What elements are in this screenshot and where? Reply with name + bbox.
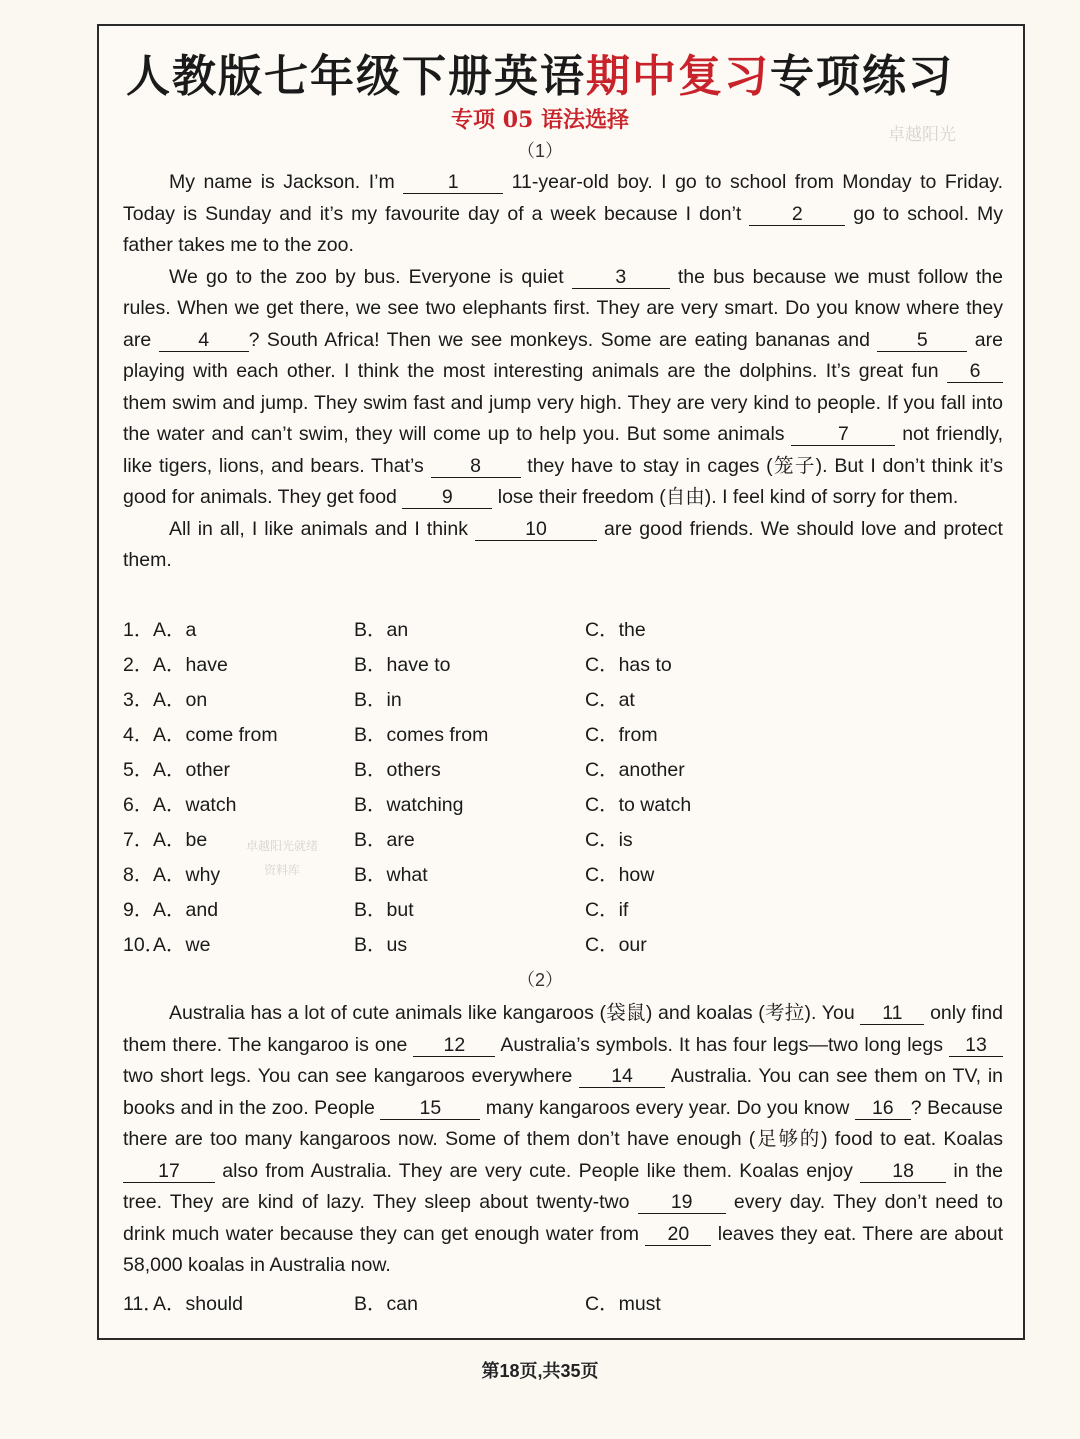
blank-8[interactable]: 8 <box>431 455 521 478</box>
question-row <box>123 894 1003 929</box>
blank-2[interactable]: 2 <box>749 203 845 226</box>
question-number: 3． <box>123 689 154 711</box>
option-b[interactable]: B．have to <box>354 654 451 676</box>
question-row <box>123 614 1003 649</box>
option-a[interactable]: A．on <box>153 689 208 711</box>
blank-14[interactable]: 14 <box>579 1065 665 1088</box>
option-c[interactable]: C．to watch <box>585 794 692 816</box>
question-number: 4． <box>123 724 154 746</box>
question-row <box>123 719 1003 754</box>
blank-17[interactable]: 17 <box>123 1160 215 1183</box>
paragraph: All in all, I like animals and I think 10 are good friends. We should love and protect them. <box>123 517 1003 571</box>
option-a[interactable]: A．should <box>153 1293 243 1315</box>
page-title: 人教版七年级下册英语期中复习专项练习 <box>126 51 954 102</box>
option-a[interactable]: A．come from <box>153 724 278 746</box>
paragraph: We go to the zoo by bus. Everyone is quiet 3 the bus because we must follow the rules. When we get there, we see two elephants first. They are very smart. Do you know where they are 4 ? South Africa! Then we see monkeys. Some are eating bananas and 5 are playing with each other. I think the most interesting animals are the dolphins. It’s great fun 6 them swim and jump. They swim fast and jump very high. They are very kind to people. If you fall into the water and can’t swim, they will come up to help you. But some animals 7 not friendly, like tigers, lions, and bears. That’s 8 they have to stay in cages (笼子). But I don’t think it’s good for animals. They get food 9 lose their freedom (自由). I feel kind of sorry for them. <box>123 265 1003 508</box>
question-number: 9． <box>123 899 154 921</box>
blank-7[interactable]: 7 <box>791 423 895 446</box>
option-b[interactable]: B．in <box>354 689 402 711</box>
option-a[interactable]: A．we <box>153 934 211 956</box>
blank-15[interactable]: 15 <box>380 1097 480 1120</box>
question-number: 1． <box>123 619 154 641</box>
blank-11[interactable]: 11 <box>860 1002 924 1025</box>
paragraph: Australia has a lot of cute animals like kangaroos (袋鼠) and koalas (考拉). You 11 only find them there. The kangaroo is one 12 Australia’s symbols. It has four legs—two long legs 13 two short legs. You can see kangaroos everywhere 14 Australia. You can see them on TV, in books and in the zoo. People 15 many kangaroos every year. Do you know 16 ? Because there are too many kangaroos now. Some of them don’t have enough (足够的) food to eat. Koalas 17 also from Australia. They are very cute. People like them. Koalas enjoy 18 in the tree. They are kind of lazy. They sleep about twenty-two 19 every day. They don’t need to drink much water because they can get enough water from 20 leaves they eat. There are about 58,000 koalas in Australia now. <box>123 1002 1004 1276</box>
option-c[interactable]: C．from <box>585 724 658 746</box>
watermark: 卓越阳光就绪 资料库 <box>245 839 318 877</box>
question-row <box>123 789 1003 824</box>
answer-options-2 <box>123 1288 1003 1323</box>
option-b[interactable]: B．can <box>354 1293 418 1315</box>
page-number: 第18页,共35页 <box>481 1361 599 1381</box>
question-number: 2． <box>123 654 154 676</box>
blank-9[interactable]: 9 <box>402 486 492 509</box>
passage-1 <box>123 167 1003 577</box>
option-b[interactable]: B．others <box>354 759 441 781</box>
blank-6[interactable]: 6 <box>947 360 1003 383</box>
option-a[interactable]: A．other <box>153 759 230 781</box>
option-a[interactable]: A．and <box>153 899 219 921</box>
blank-13[interactable]: 13 <box>949 1034 1003 1057</box>
section-label: （1） <box>516 141 563 161</box>
option-a[interactable]: A．be <box>153 829 208 851</box>
question-number: 10． <box>123 934 165 956</box>
blank-10[interactable]: 10 <box>475 518 597 541</box>
option-c[interactable]: C．has to <box>585 654 672 676</box>
blank-5[interactable]: 5 <box>877 329 967 352</box>
paragraph: My name is Jackson. I’m 1 11-year-old boy. I go to school from Monday to Friday. Today is Sunday and it’s my favourite day of a week because I don’t 2 go to school. My father takes me to the zoo. <box>123 171 1004 256</box>
section-subtitle: 专项 05 语法选择 <box>451 107 629 133</box>
option-b[interactable]: B．us <box>354 934 408 956</box>
option-c[interactable]: C．is <box>585 829 633 851</box>
passage-2 <box>123 998 1003 1282</box>
option-c[interactable]: C．our <box>585 934 647 956</box>
answer-options-1 <box>123 614 1003 964</box>
option-b[interactable]: B．are <box>354 829 415 851</box>
option-c[interactable]: C．how <box>585 864 655 886</box>
question-number: 5． <box>123 759 154 781</box>
question-row <box>123 754 1003 789</box>
option-c[interactable]: C．the <box>585 619 646 641</box>
question-row <box>123 929 1003 964</box>
blank-3[interactable]: 3 <box>572 266 670 289</box>
question-number: 6． <box>123 794 154 816</box>
option-a[interactable]: A．watch <box>153 794 237 816</box>
option-c[interactable]: C．must <box>585 1293 661 1315</box>
option-a[interactable]: A．have <box>153 654 228 676</box>
question-row <box>123 824 1003 859</box>
option-b[interactable]: B．but <box>354 899 414 921</box>
blank-20[interactable]: 20 <box>645 1223 711 1246</box>
option-b[interactable]: B．what <box>354 864 428 886</box>
blank-19[interactable]: 19 <box>638 1191 726 1214</box>
option-b[interactable]: B．an <box>354 619 409 641</box>
question-number: 11． <box>123 1293 163 1315</box>
question-row <box>123 684 1003 719</box>
question-row <box>123 649 1003 684</box>
question-row <box>123 1288 1003 1323</box>
blank-12[interactable]: 12 <box>413 1034 495 1057</box>
question-row <box>123 859 1003 894</box>
section-label: （2） <box>516 970 563 990</box>
option-c[interactable]: C．if <box>585 899 629 921</box>
blank-4[interactable]: 4 <box>159 329 249 352</box>
option-c[interactable]: C．at <box>585 689 635 711</box>
blank-18[interactable]: 18 <box>860 1160 946 1183</box>
blank-1[interactable]: 1 <box>403 171 503 194</box>
question-number: 7． <box>123 829 154 851</box>
option-a[interactable]: A．a <box>153 619 197 641</box>
option-a[interactable]: A．why <box>153 864 221 886</box>
option-c[interactable]: C．another <box>585 759 685 781</box>
watermark: 卓越阳光 <box>888 125 956 145</box>
blank-16[interactable]: 16 <box>855 1097 911 1120</box>
option-b[interactable]: B．watching <box>354 794 464 816</box>
question-number: 8． <box>123 864 154 886</box>
option-b[interactable]: B．comes from <box>354 724 489 746</box>
